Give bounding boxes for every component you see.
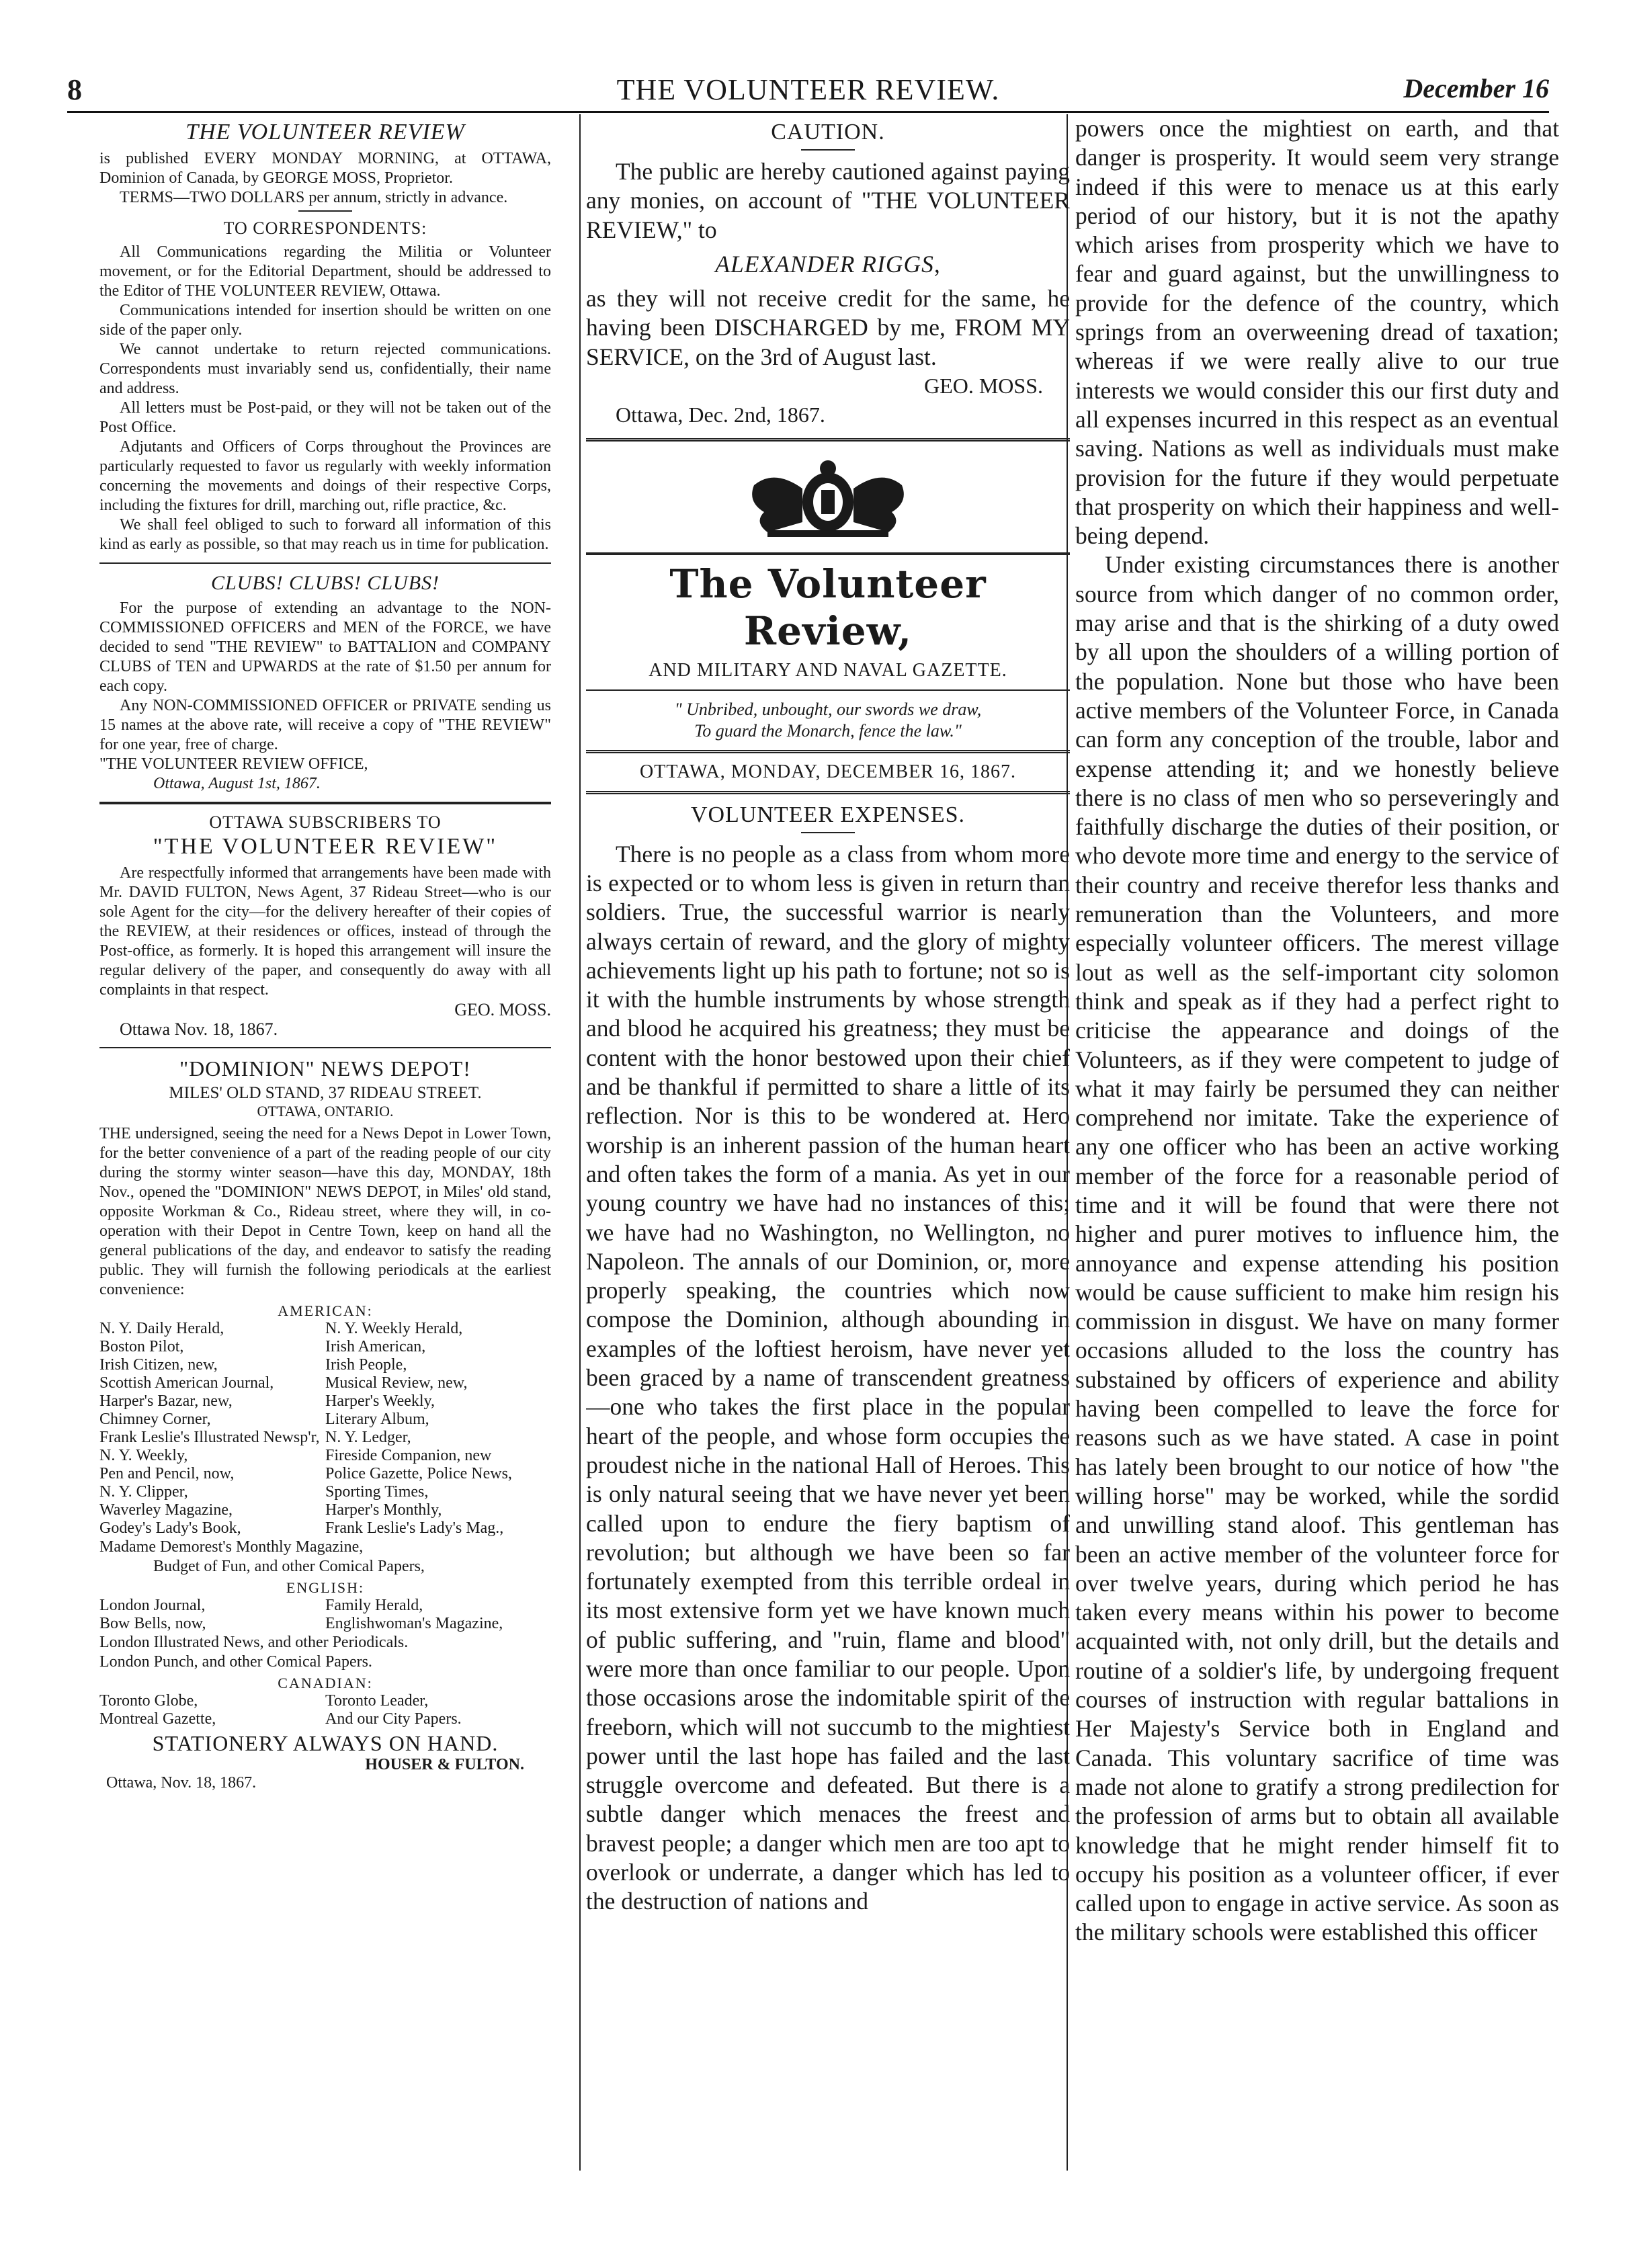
divider	[586, 689, 1070, 691]
subscribers-block	[99, 864, 551, 1039]
periodical-name: Irish Citizen, new,	[99, 1356, 218, 1374]
depot-city: OTTAWA, ONTARIO.	[257, 1103, 394, 1120]
depot-block	[99, 1124, 551, 1300]
english-heading: ENGLISH:	[286, 1579, 365, 1596]
page-header	[67, 73, 1549, 114]
masthead-title: The Volunteer Review,	[669, 560, 987, 654]
depot-text: THE undersigned, seeing the need for a News Depot in Lower Town, for the better convenience of a part of the reading people of our city during the stormy winter season—have this day, MONDAY, 18th Nov., opened the "DOMINION" NEWS DEPOT, in Miles' old stand, opposite Workman & Co., Rideau street, where they will, in co-operation with their Depot in Centre Town, keep on hand all the general publications of the day, and endeavor to satisfy the reading public. They will furnish the following periodicals at the earliest convenience:	[99, 1125, 551, 1298]
periodical-name: Musical Review, new,	[325, 1374, 468, 1392]
caution-p2: as they will not receive credit for the same, he having been DISCHARGED by me, FROM MY SERVICE, on the 3rd of August last.	[586, 285, 1070, 370]
periodical-name: Harper's Bazar, new,	[99, 1392, 233, 1410]
periodical-row	[99, 1692, 551, 1710]
divider	[99, 1047, 551, 1048]
periodical-row	[99, 1615, 551, 1633]
terms-text: TERMS—TWO DOLLARS per annum, strictly in advance.	[120, 189, 508, 206]
canadian-heading: CANADIAN:	[278, 1675, 373, 1691]
divider	[586, 552, 1070, 555]
correspondents-title: TO CORRESPONDENTS:	[223, 218, 427, 238]
periodical-name: N. Y. Daily Herald,	[99, 1320, 224, 1337]
english-tail	[99, 1633, 551, 1672]
running-title: THE VOLUNTEER REVIEW.	[616, 73, 1000, 106]
periodical-row	[99, 1374, 551, 1392]
column-left	[99, 114, 551, 2174]
caution-name: ALEXANDER RIGGS,	[715, 250, 941, 278]
subscribers-title: OTTAWA SUBSCRIBERS TO	[209, 812, 442, 832]
depot-firm: HOUSER & FULTON.	[365, 1756, 524, 1773]
periodical-row	[99, 1447, 551, 1465]
masthead-emblem	[586, 455, 1070, 546]
clubs-block	[99, 599, 551, 794]
english-list	[99, 1597, 551, 1633]
periodical-row	[99, 1710, 551, 1728]
periodical-name: N. Y. Ledger,	[325, 1429, 411, 1446]
periodical-name: Irish American,	[325, 1338, 426, 1355]
running-date: December 16	[1403, 73, 1549, 103]
lion-unicorn-crest-icon	[727, 455, 929, 542]
american-heading: AMERICAN:	[278, 1302, 373, 1319]
subscribers-date: Ottawa Nov. 18, 1867.	[120, 1019, 278, 1039]
divider	[586, 791, 1070, 794]
imprint-block	[99, 149, 551, 208]
periodical-name: Harper's Weekly,	[325, 1392, 435, 1410]
column-right	[1075, 114, 1559, 2174]
clubs-p1: For the purpose of extending an advantage to the NON-COMMISSIONED OFFICERS and MEN of the FORCE, we have decided to send "THE REVIEW" to BATTALION and COMPANY CLUBS of TEN and UPWARDS at the rate of $1.50 per annum for each copy.	[99, 599, 551, 695]
divider	[298, 210, 352, 212]
periodical-name: Godey's Lady's Book,	[99, 1519, 241, 1537]
periodical-name: N. Y. Weekly Herald,	[325, 1320, 463, 1337]
periodical-name: Toronto Leader,	[325, 1692, 429, 1710]
american-tail	[99, 1538, 551, 1577]
periodical-name: N. Y. Clipper,	[99, 1483, 188, 1501]
caution-signature: GEO. MOSS.	[924, 374, 1043, 398]
periodical-name: Frank Leslie's Illustrated Newsp'r,	[99, 1429, 320, 1446]
imprint-title: THE VOLUNTEER REVIEW	[185, 120, 465, 144]
periodical-name: Literary Album,	[325, 1411, 429, 1428]
periodical-name: And our City Papers.	[325, 1710, 462, 1728]
clubs-date: Ottawa, August 1st, 1867.	[153, 775, 321, 792]
periodical-name: Frank Leslie's Lady's Mag.,	[325, 1519, 504, 1537]
masthead-subtitle: AND MILITARY AND NAVAL GAZETTE.	[649, 659, 1007, 681]
periodical-row	[99, 1320, 551, 1338]
masthead-motto	[599, 699, 1056, 742]
periodical-name: Sporting Times,	[325, 1483, 429, 1501]
dateline: OTTAWA, MONDAY, DECEMBER 16, 1867.	[640, 761, 1016, 782]
correspondents-p6: We shall feel obliged to such to forward all information of this kind as early as possible, so that may reach us in time for publication.	[99, 516, 551, 553]
divider	[586, 750, 1070, 753]
stationery-line: STATIONERY ALWAYS ON HAND.	[152, 1731, 499, 1755]
periodical-row	[99, 1519, 551, 1538]
periodical-name: Family Herald,	[325, 1597, 423, 1614]
article-body	[586, 840, 1070, 1917]
article-paragraph-3: Under existing circumstances there is another source from which danger of no common order, may arise and that is the shirking of a duty owed by all upon the shoulders of a willing portion of the population. None but those who have been active members of the Volunteer Force, in Canada can form any conception of the trouble, labor and expense attending it; and we honestly believe there is no class of men who so perseveringly and faithfully discharge the duties of their position, or who devote more time and energy to the service of their country and receive therefor less thanks and remuneration than the Volunteers, and more especially volunteer officers. The merest village lout as well as the self-important city solomon think and speak as if they had a perfect right to criticise the appearance and doings of the Volunteers, as if they were competent to judge of what it may fairly be persumed they can neither comprehend nor imitate. Take the experience of any one officer who has been an active working member of the force for a reasonable period of time and it will be found that were there not higher and purer motives to influence him, the annoyance and expense attending his position would be cause sufficient to make him resign his commission in disgust. We have on many former occasions alluded to the loss the country has substained by officers of experience and ability having been compelled to leave the force for reasons such as we have stated. A case in point has lately been brought to our notice of how "the willing horse" may be worked, while the sordid and unwilling stand aloof. This gentleman has been an active member of the volunteer force for over twelve years, during which period he has taken every means within his power to become acquainted with, not only drill, but the details and routine of a soldier's life, by undergoing frequent courses of instruction with regular battalions in Her Majesty's Service both in England and Canada. This voluntary sacrifice of time was made not alone to gratify a strong predilection for the profession of arms but to obtain all available knowledge that he might render himself fit to occupy his position as a volunteer officer, if ever called upon to engage in active service. As soon as the military schools were established this officer	[1075, 551, 1559, 1946]
correspondents-block	[99, 243, 551, 554]
periodical-row	[99, 1356, 551, 1374]
divider	[99, 562, 551, 564]
periodical-row	[99, 1597, 551, 1615]
american-list	[99, 1320, 551, 1538]
divider	[801, 149, 855, 151]
periodical-name: N. Y. Weekly,	[99, 1447, 188, 1464]
periodical-row	[99, 1338, 551, 1356]
subscribers-title-2: "THE VOLUNTEER REVIEW"	[153, 834, 498, 859]
periodical-row	[99, 1465, 551, 1483]
correspondents-p3: We cannot undertake to return rejected communications. Correspondents must invariably send us, confidentially, their name and address.	[99, 341, 551, 397]
periodical-name: Fireside Companion, new	[325, 1447, 492, 1464]
correspondents-p1: All Communications regarding the Militia or Volunteer movement, or for the Editorial Department, should be addressed to the Editor of THE VOLUNTEER REVIEW, Ottawa.	[99, 243, 551, 300]
motto-line-2: To guard the Monarch, fence the law."	[694, 720, 962, 741]
english-tail-1: London Illustrated News, and other Periodicals.	[99, 1634, 409, 1651]
caution-p1: The public are hereby cautioned against paying any monies, on account of "THE VOLUNTEER REVIEW," to	[586, 158, 1070, 243]
caution-block	[586, 157, 1070, 430]
correspondents-p4: All letters must be Post-paid, or they will not be taken out of the Post Office.	[99, 399, 551, 436]
caution-title: CAUTION.	[771, 120, 885, 144]
header-rule	[67, 111, 1549, 113]
column-middle	[586, 114, 1070, 2174]
correspondents-p2: Communications intended for insertion should be written on one side of the paper only.	[99, 302, 551, 339]
motto-line-1: " Unbribed, unbought, our swords we draw,	[674, 699, 982, 719]
correspondents-p5: Adjutants and Officers of Corps throughout the Provinces are particularly requested to favor us regularly with weekly information concerning the movements and doings of their respective Corps, including the fixtures for drill, marching out, rifle practice, &c.	[99, 438, 551, 514]
periodical-name: Harper's Monthly,	[325, 1501, 442, 1519]
periodical-row	[99, 1411, 551, 1429]
periodical-name: Englishwoman's Magazine,	[325, 1615, 503, 1632]
divider	[586, 438, 1070, 442]
periodical-name: Scottish American Journal,	[99, 1374, 274, 1392]
depot-title: "DOMINION" NEWS DEPOT!	[179, 1056, 471, 1081]
periodical-name: Montreal Gazette,	[99, 1710, 216, 1728]
periodical-name: Irish People,	[325, 1356, 407, 1374]
column-rule-1	[579, 114, 581, 2171]
article-title: VOLUNTEER EXPENSES.	[690, 802, 966, 827]
clubs-p2: Any NON-COMMISSIONED OFFICER or PRIVATE sending us 15 names at the above rate, will receive a copy of "THE REVIEW" for one year, free of charge.	[99, 697, 551, 753]
subscribers-signature: GEO. MOSS.	[454, 1000, 551, 1019]
periodical-name: Bow Bells, now,	[99, 1615, 206, 1632]
caution-date: Ottawa, Dec. 2nd, 1867.	[616, 403, 825, 427]
periodical-row	[99, 1483, 551, 1501]
periodical-name: London Journal,	[99, 1597, 206, 1614]
periodical-name: Boston Pilot,	[99, 1338, 184, 1355]
periodical-name: Chimney Corner,	[99, 1411, 211, 1428]
article-continued	[1075, 114, 1559, 1947]
periodical-row	[99, 1392, 551, 1411]
article-paragraph-1: There is no people as a class from whom more is expected or to whom less is given in return than soldiers. True, the successful warrior is nearly always certain of reward, and the glory of mighty achievements light up his path to fortune; not so is it with the humble instruments by whose strength and blood he acquired his greatness; they must be content with the honor bestowed upon their chief and be thankful if permitted to share a little of its reflection. Nor is this to be wondered at. Hero worship is an inherent passion of the human heart and often takes the form of a mania. As yet in our young country we have had no instances of this; we have had no Washington, no Wellington, no Napoleon. The annals of our Dominion, or, more properly speaking, the countries which now compose the Dominion, although abounding in examples of the loftiest heroism, have never yet been graced by a name of transcendent greatness—one who takes the first place in the popular heart of the people, and whose form occupies the proudest niche in the national Hall of Heroes. This is only natural seeing that we have never yet been called upon to endure the fiery baptism of revolution; but although we have been so far fortunately exempted from this terrible ordeal in its most extensive form yet we have known much of public suffering, and "ruin, flame and blood" were more than once familiar to our people. Upon those occasions arose the indomitable spirit of the freeborn, which will not succumb to the mightiest power until the last hope has failed and the last struggle overcome and defeated. But there is a subtle danger which menaces the freest and bravest people; a danger which men are too apt to overlook or underrate, a danger which has led to the destruction of nations and	[586, 840, 1070, 1915]
periodical-name: Police Gazette, Police News,	[325, 1465, 512, 1482]
american-tail-2: Budget of Fun, and other Comical Papers,	[153, 1558, 425, 1575]
imprint-text: is published EVERY MONDAY MORNING, at OTTAWA, Dominion of Canada, by GEORGE MOSS, Proprietor.	[99, 150, 551, 187]
canadian-list	[99, 1692, 551, 1728]
periodical-name: Waverley Magazine,	[99, 1501, 233, 1519]
english-tail-2: London Punch, and other Comical Papers.	[99, 1653, 372, 1671]
divider	[99, 802, 551, 804]
depot-subtitle: MILES' OLD STAND, 37 RIDEAU STREET.	[169, 1084, 482, 1102]
depot-date: Ottawa, Nov. 18, 1867.	[106, 1774, 257, 1792]
american-tail-1: Madame Demorest's Monthly Magazine,	[99, 1538, 364, 1556]
subscribers-text: Are respectfully informed that arrangements have been made with Mr. DAVID FULTON, News Agent, 37 Rideau Street—who is our sole Agent for the city—for the delivery hereafter of their copies of the REVIEW, at their residences or offices, instead of through the Post-office, as formerly. It is hoped this arrangement will insure the regular delivery of the paper, and consequently do away with all complaints in that respect.	[99, 864, 551, 999]
clubs-office: "THE VOLUNTEER REVIEW OFFICE,	[99, 755, 368, 773]
periodical-name: Pen and Pencil, now,	[99, 1465, 235, 1482]
periodical-row	[99, 1429, 551, 1447]
page-number: 8	[67, 73, 82, 106]
divider	[801, 832, 855, 833]
periodical-name: Toronto Globe,	[99, 1692, 198, 1710]
clubs-title: CLUBS! CLUBS! CLUBS!	[210, 572, 440, 594]
article-paragraph-2: powers once the mightiest on earth, and that danger is prosperity. It would seem very strange indeed if this were to menace us at this early period of our history, but it is not the apathy which arises from prosperity which we have to fear and guard against, but the unwillingness to provide for the defence of the country, which springs from an overweening dread of taxation; whereas if we were really alive to our true interests we would consider this our first duty and all expenses incurred in this respect as an eventual saving. Nations as well as individuals must make provision for the future if they would perpetuate that prosperity on which their happiness and well-being depend.	[1075, 115, 1559, 550]
periodical-row	[99, 1501, 551, 1519]
